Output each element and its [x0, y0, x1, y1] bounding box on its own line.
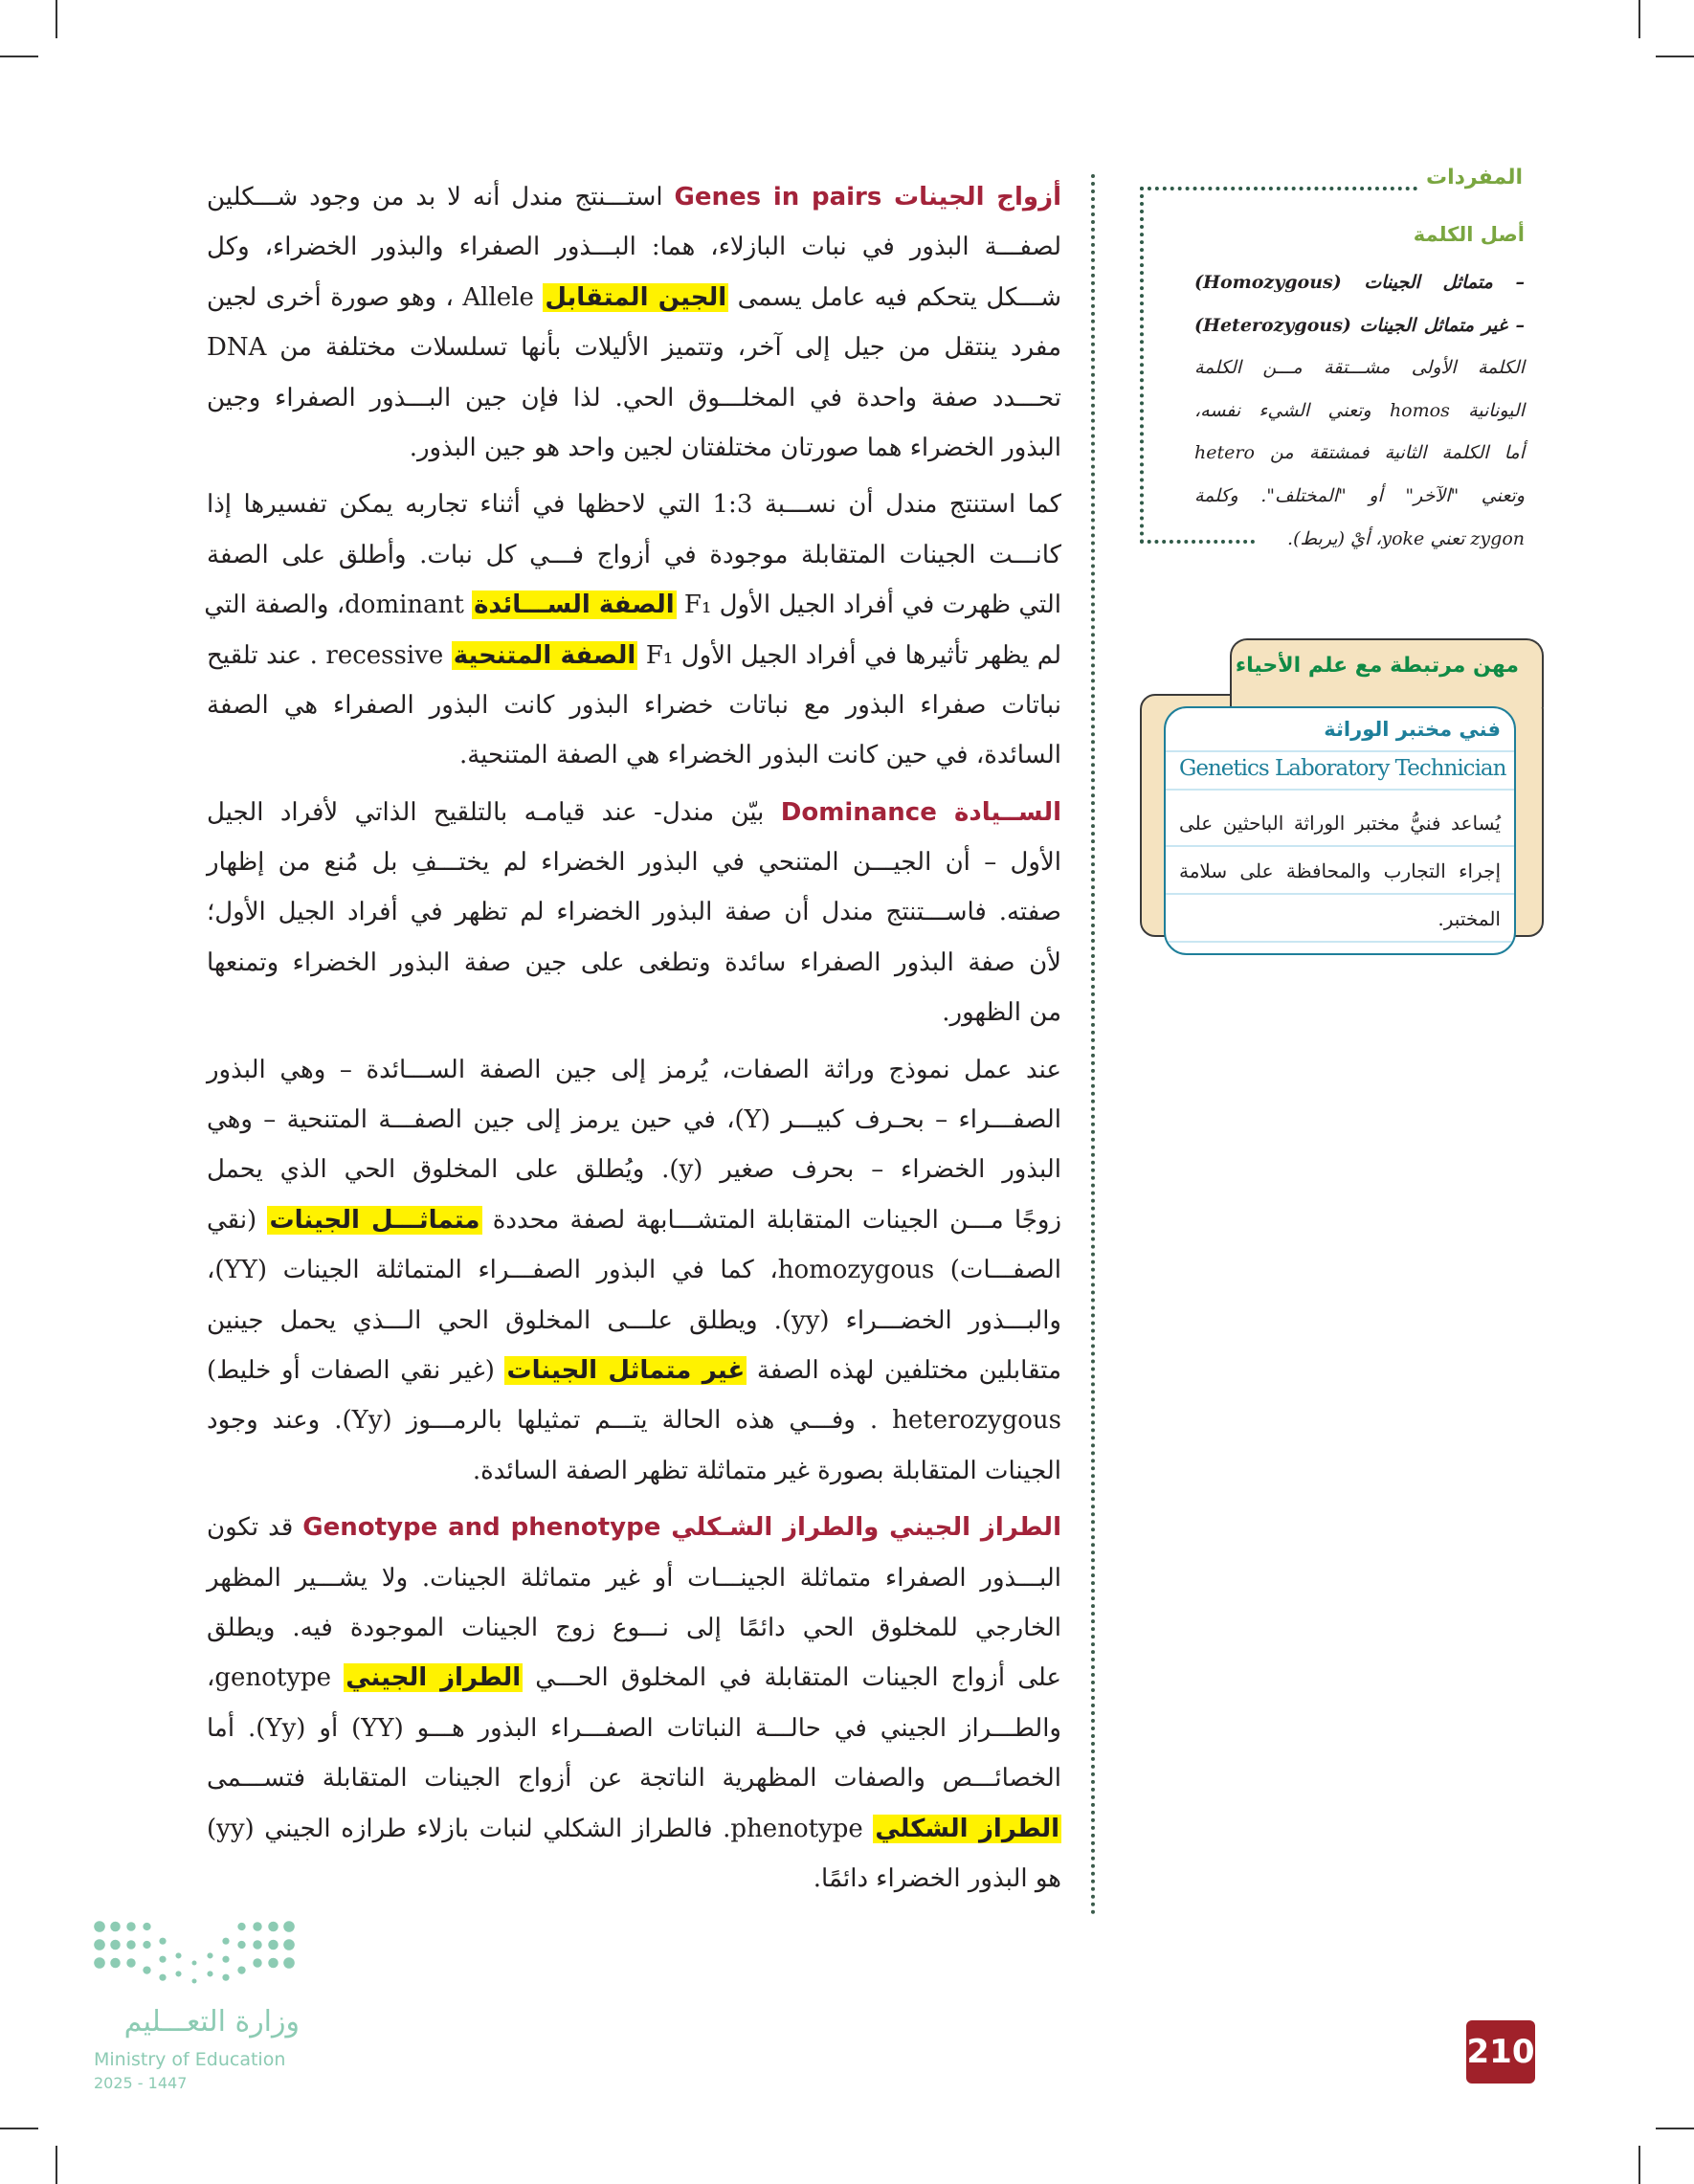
text-segment: السائدة، في حين كانت البذور الخضراء هي الصفة المتنحية.: [458, 741, 1061, 770]
logo-dot: [268, 1922, 279, 1932]
text-line: [207, 530, 1061, 580]
logo-dot: [159, 1974, 166, 1981]
text-line: [207, 1145, 1061, 1194]
career-box: [1140, 638, 1544, 936]
text-line: [207, 1503, 1061, 1552]
logo-dot: [126, 1922, 135, 1930]
text-segment: heterozygous . وفـــي هذه الحالة يتـــم تمثيلها بالرمـــوز (Yy). وعند وجود: [207, 1406, 1061, 1436]
logo-dot: [143, 1941, 150, 1949]
key-term-highlight: الطراز الشكلي: [875, 1814, 1059, 1843]
text-line: [207, 423, 1061, 473]
text-line: [204, 580, 1061, 630]
text-segment: نباتات صفراء البذور مع نباتات خضراء البذور كانت البذور الصفراء هي الصفة: [207, 690, 1061, 720]
text-line: [207, 1346, 1061, 1395]
paragraph: [207, 788, 1061, 1038]
text-line: [207, 837, 1061, 887]
text-segment: زوجًا مـــن الجينات المتقابلة المتشـــابهة لصفة محددة: [481, 1205, 1061, 1235]
paragraph: [207, 1503, 1061, 1904]
text-segment: على أزواج الجينات المتقابلة في المخلوق الحـــي: [523, 1663, 1062, 1693]
logo-dot: [222, 1974, 229, 1981]
text-line: [207, 479, 1061, 529]
text-line: [207, 887, 1061, 937]
logo-dot: [175, 1952, 181, 1958]
column-divider: [1091, 174, 1095, 1916]
logo-dot: [175, 1971, 181, 1976]
logo-dot: [237, 1966, 245, 1973]
logo-dot: [94, 1939, 105, 1950]
text-segment: من الظهور.: [942, 998, 1061, 1028]
logo-dot: [192, 1961, 197, 1966]
logo-dot: [94, 1921, 105, 1932]
key-term-highlight: متماثـــل الجينات: [269, 1205, 480, 1235]
logo-dots-icon: [92, 1917, 302, 2003]
crop-mark: [0, 56, 38, 57]
logo-dot: [237, 1941, 245, 1949]
logo-arabic: وزارة التعـــليم: [123, 2005, 300, 2039]
logo-dot: [110, 1922, 121, 1932]
job-title-en: Genetics Laboratory Technician: [1179, 756, 1506, 781]
crop-mark: [1656, 2128, 1694, 2129]
text-line: [207, 172, 1061, 222]
text-line: [207, 1753, 1061, 1803]
logo-dot: [207, 1971, 212, 1976]
paragraph: [207, 172, 1061, 473]
text-line: [207, 1045, 1061, 1095]
logo-dot: [143, 1923, 150, 1930]
text-line: [207, 273, 1061, 323]
text-segment: والطـــراز الجيني في حالـــة النباتات الصفـــراء البذور هـــو (YY) أو (Yy). أما: [207, 1713, 1061, 1743]
glossary-line: zygon تعني yoke، أيْ (يربط).: [1287, 527, 1525, 549]
text-line: [207, 730, 1061, 780]
logo-dot: [94, 1957, 105, 1969]
text-segment: كانـــت الجينات المتقابلة موجودة في أزواج فـــي كل نبات. وأطلق على الصفة: [207, 540, 1061, 569]
glossary-text: [1194, 261, 1525, 560]
crop-mark: [1638, 2146, 1640, 2184]
text-segment: قد تكون: [207, 1513, 303, 1543]
text-segment: Allele ، وهو صورة أخرى لجين: [207, 282, 544, 312]
text-line: [207, 631, 1061, 680]
paragraph: [207, 1045, 1061, 1497]
text-line: [207, 1195, 1061, 1245]
text-segment: genotype،: [207, 1663, 345, 1693]
logo-dot: [253, 1958, 261, 1967]
text-segment: عند عمل نموذج وراثة الصفات، يُرمز إلى جين الصفة الســـائدة – وهي البذور: [207, 1055, 1061, 1084]
text-segment: والبـــذور الخضـــراء (yy). ويطلق علـــى المخلوق الحي الـــذي يحمل جينين: [207, 1305, 1061, 1335]
key-term-highlight: غير متماثل الجينات: [506, 1355, 746, 1385]
logo-dot: [222, 1938, 229, 1945]
career-title: مهن مرتبطة مع علم الأحياء: [1235, 654, 1519, 678]
text-segment: شـــكل يتحكم فيه عامل يسمى: [728, 282, 1062, 312]
logo-dot: [126, 1958, 135, 1967]
job-description: يُساعد فنيُّ مختبر الوراثة الباحثين على: [1179, 812, 1501, 835]
text-line: [207, 1603, 1061, 1653]
text-segment: تحـــدد صفة واحدة في المخلـــوق الحي. لذا فإن جين البـــذور الصفراء وجين: [207, 383, 1061, 412]
text-segment: الصفـــراء – بحـرف كبيـــر (Y)، في حين يرمز إلى جين الصفـــة المتنحية – وهي: [207, 1105, 1061, 1135]
text-segment: الخصائـــص والصفات المظهرية الناتجة عن أزواج الجينات المتقابلة فتســـمى: [207, 1764, 1061, 1794]
text-line: [207, 680, 1061, 730]
text-segment: لأن صفة البذور الصفراء سائدة وتطغى على جين صفة البذور الخضراء وتمنعها: [207, 947, 1061, 977]
text-segment: كما استنتج مندل أن نســـبة 1:3 التي لاحظها في أثناء تجاربه يمكن تفسيرها إذا: [207, 490, 1061, 520]
logo-dot: [253, 1940, 261, 1949]
glossary-box: [1140, 166, 1542, 549]
dotted-border: [1140, 187, 1417, 190]
text-segment: لصفـــة البذور في نبات البازلاء، هما: البـــذور الصفراء والبذور الخضراء، وكل: [207, 233, 1061, 262]
crop-mark: [0, 2128, 38, 2129]
glossary-line: اليونانية homos وتعني الشيء نفسه،: [1194, 399, 1525, 421]
text-segment: (نقي: [207, 1205, 268, 1235]
logo-dot: [126, 1940, 135, 1949]
text-line: [207, 1854, 1061, 1904]
text-line: [207, 938, 1061, 988]
glossary-line: – متماثل الجينات (Homozygous): [1194, 272, 1525, 293]
crop-mark: [56, 2146, 57, 2184]
main-text-column: [204, 172, 1062, 1910]
glossary-title: المفردات: [1425, 166, 1523, 189]
page-number: 210: [1466, 2020, 1535, 2084]
crop-mark: [56, 0, 57, 38]
text-segment: البذور الخضراء هما صورتان مختلفتان لجين واحد هو جين البذور.: [409, 433, 1061, 462]
text-segment: recessive . عند تلقيح: [207, 640, 452, 670]
paragraph: [204, 479, 1062, 780]
text-segment: لم يظهر تأثيرها في أفراد الجيل الأول F₁: [637, 640, 1062, 670]
text-segment: البذور الخضراء – بحرف صغير (y). ويُطلق على المخلوق الحي الذي يحمل: [207, 1155, 1061, 1185]
text-segment: صفته. فاســـتنتج مندل أن صفة البذور الخضراء لم تظهر في أفراد الجيل الأول؛: [207, 898, 1061, 927]
text-segment: الصفـــات) homozygous، كما في البذور الصفـــراء المتماثلة الجينات (YY)،: [207, 1256, 1061, 1285]
text-line: [207, 1245, 1061, 1295]
section-heading: أزواج الجينات Genes in pairs: [674, 183, 1061, 212]
text-line: [207, 1704, 1061, 1753]
crop-mark: [1638, 0, 1640, 38]
logo-dot: [143, 1966, 150, 1973]
text-segment: (غير نقي الصفات أو خليط): [207, 1355, 505, 1385]
logo-dot: [253, 1922, 261, 1930]
text-line: [207, 222, 1061, 272]
text-segment: البـــذور الصفراء متماثلة الجينـــات أو غير متماثلة الجينات. ولا يشـــير المظهر: [207, 1563, 1061, 1593]
text-line: [207, 373, 1061, 423]
text-line: [207, 1804, 1061, 1854]
key-term-highlight: الصفة الســـائدة: [474, 591, 675, 620]
text-segment: بيّن مندل- عند قيامـه بالتلقيح الذاتي لأفراد الجيل: [207, 797, 781, 827]
text-segment: التي ظهرت في أفراد الجيل الأول F₁: [676, 591, 1061, 620]
section-heading: الطراز الجيني والطراز الشـكلي Genotype and phenotype: [302, 1513, 1061, 1543]
logo-dot: [237, 1923, 245, 1930]
glossary-subtitle: أصل الكلمة: [1413, 223, 1525, 246]
logo-dot: [268, 1940, 279, 1950]
glossary-line: الكلمة الأولى مشـــتقة مـــن الكلمة: [1194, 357, 1525, 379]
text-segment: الجينات المتقابلة بصورة غير متماثلة تظهر الصفة السائدة.: [472, 1456, 1061, 1485]
text-segment: dominant، والصفة التي: [204, 591, 473, 620]
job-title-ar: فني مختبر الوراثة: [1324, 718, 1501, 741]
text-line: [207, 323, 1061, 372]
dotted-border: [1140, 187, 1144, 544]
logo-dot: [110, 1958, 121, 1969]
text-line: [207, 1653, 1061, 1703]
glossary-line: وتعني "الآخر" أو "المختلف". وكلمة: [1194, 484, 1525, 506]
text-line: [207, 1553, 1061, 1603]
text-line: [207, 1296, 1061, 1346]
logo-dot: [110, 1940, 121, 1950]
text-segment: مفرد ينتقل من جيل إلى آخر، وتتميز الأليلات بأنها تسلسلات مختلفة من DNA: [207, 333, 1061, 363]
text-line: [207, 1095, 1061, 1145]
glossary-line: – غير متماثل الجينات (Heterozygous): [1194, 314, 1525, 336]
glossary-line: أما الكلمة الثانية فمشتقة من hetero: [1194, 442, 1525, 464]
folder-join: [1234, 688, 1542, 702]
key-term-highlight: الجين المتقابل: [545, 282, 727, 312]
crop-mark: [1656, 56, 1694, 57]
job-description: المختبر.: [1438, 907, 1501, 930]
text-line: [207, 988, 1061, 1037]
logo-dot: [283, 1939, 295, 1950]
logo-dot: [207, 1952, 212, 1958]
text-segment: phenotype. فالطراز الشكلي لنبات بازلاء طرازه الجيني (yy): [207, 1814, 874, 1843]
ministry-logo: [92, 1917, 312, 2099]
text-segment: الأول – أن الجيـــن المتنحي في البذور الخضراء لم يختـــفِ بل مُنع من إظهار: [207, 848, 1061, 878]
logo-dot: [283, 1957, 295, 1969]
logo-dot: [222, 1956, 229, 1963]
key-term-highlight: الصفة المتنحية: [453, 640, 636, 670]
job-description: إجراء التجارب والمحافظة على سلامة: [1179, 859, 1501, 882]
career-card: [1164, 706, 1516, 955]
logo-english: Ministry of Education: [94, 2049, 286, 2070]
text-line: [207, 788, 1061, 837]
logo-year: 2025 - 1447: [94, 2074, 188, 2092]
text-line: [207, 1395, 1061, 1445]
logo-dot: [268, 1958, 279, 1969]
text-segment: متقابلين مختلفين لهذه الصفة: [747, 1355, 1061, 1385]
logo-dot: [159, 1938, 166, 1945]
logo-dot: [159, 1956, 166, 1963]
text-segment: استـــنتج مندل أنه لا بد من وجود شـــكلين: [207, 183, 675, 212]
text-line: [207, 1446, 1061, 1496]
logo-dot: [283, 1921, 295, 1932]
text-segment: الخارجي للمخلوق الحي دائمًا إلى نـــوع زوج الجينات الموجودة فيه. ويطلق: [207, 1613, 1061, 1642]
key-term-highlight: الطراز الجيني: [345, 1663, 522, 1693]
text-segment: هو البذور الخضراء دائمًا.: [813, 1863, 1061, 1893]
logo-dot: [192, 1979, 197, 1984]
section-heading: الســيادة Dominance: [780, 797, 1061, 827]
